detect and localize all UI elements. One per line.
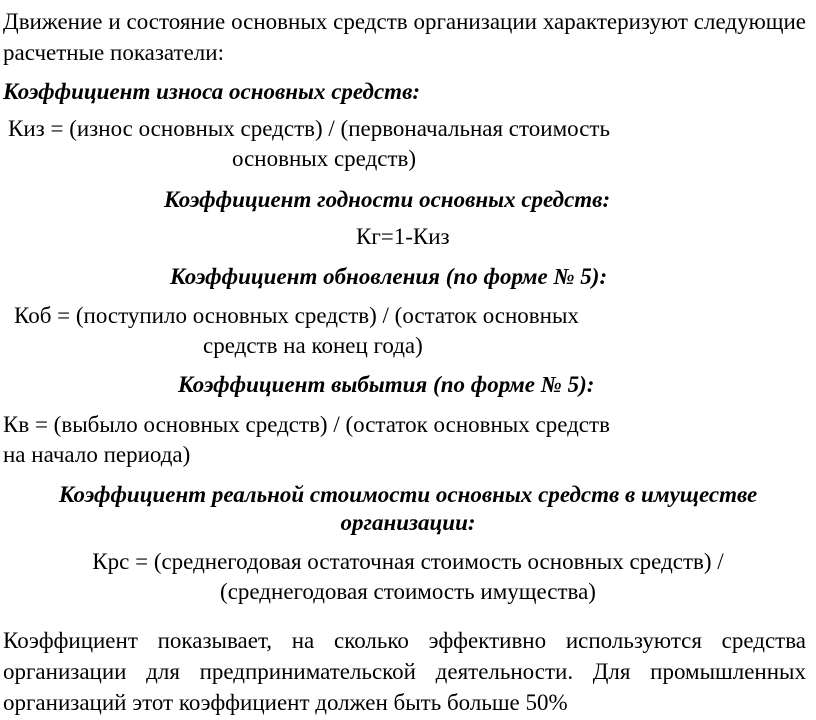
formula-wear-line-1: Киз = (износ основных средств) / (первоначальная стоимость	[8, 116, 610, 141]
conclusion-paragraph: Коэффициент показывает, на сколько эффективно используются средства организации для предпринимательской деятельности. Для промышленных организаций этот коэффициент должен быть больше 50%	[3, 628, 806, 715]
formula-usability: Кг=1-Киз	[356, 224, 450, 249]
heading-real-value-coefficient-line-1: Коэффициент реальной стоимости основных средств в имуществе	[58, 482, 758, 507]
formula-wear-line-2: основных средств)	[232, 146, 417, 171]
heading-usability-coefficient: Коэффициент годности основных средств:	[164, 187, 611, 212]
heading-real-value-coefficient-line-2: организации:	[340, 510, 476, 535]
heading-wear-coefficient: Коэффициент износа основных средств:	[3, 79, 420, 104]
heading-disposal-coefficient: Коэффициент выбытия (по форме № 5):	[178, 372, 595, 397]
formula-renewal-line-1: Коб = (поступило основных средств) / (остаток основных	[14, 303, 579, 328]
intro-paragraph: Движение и состояние основных средств организации характеризуют следующие расчетные показатели:	[3, 9, 806, 65]
formula-real-value-line-2: (среднегодовая стоимость имущества)	[220, 579, 596, 604]
formula-disposal-line-1: Кв = (выбыло основных средств) / (остаток основных средств	[3, 412, 610, 437]
heading-renewal-coefficient: Коэффициент обновления (по форме № 5):	[170, 264, 608, 289]
formula-real-value-line-1: Крс = (среднегодовая остаточная стоимость основных средств) /	[92, 549, 724, 574]
formula-disposal-line-2: на начало периода)	[3, 442, 191, 467]
formula-renewal-line-2: средств на конец года)	[203, 333, 423, 358]
